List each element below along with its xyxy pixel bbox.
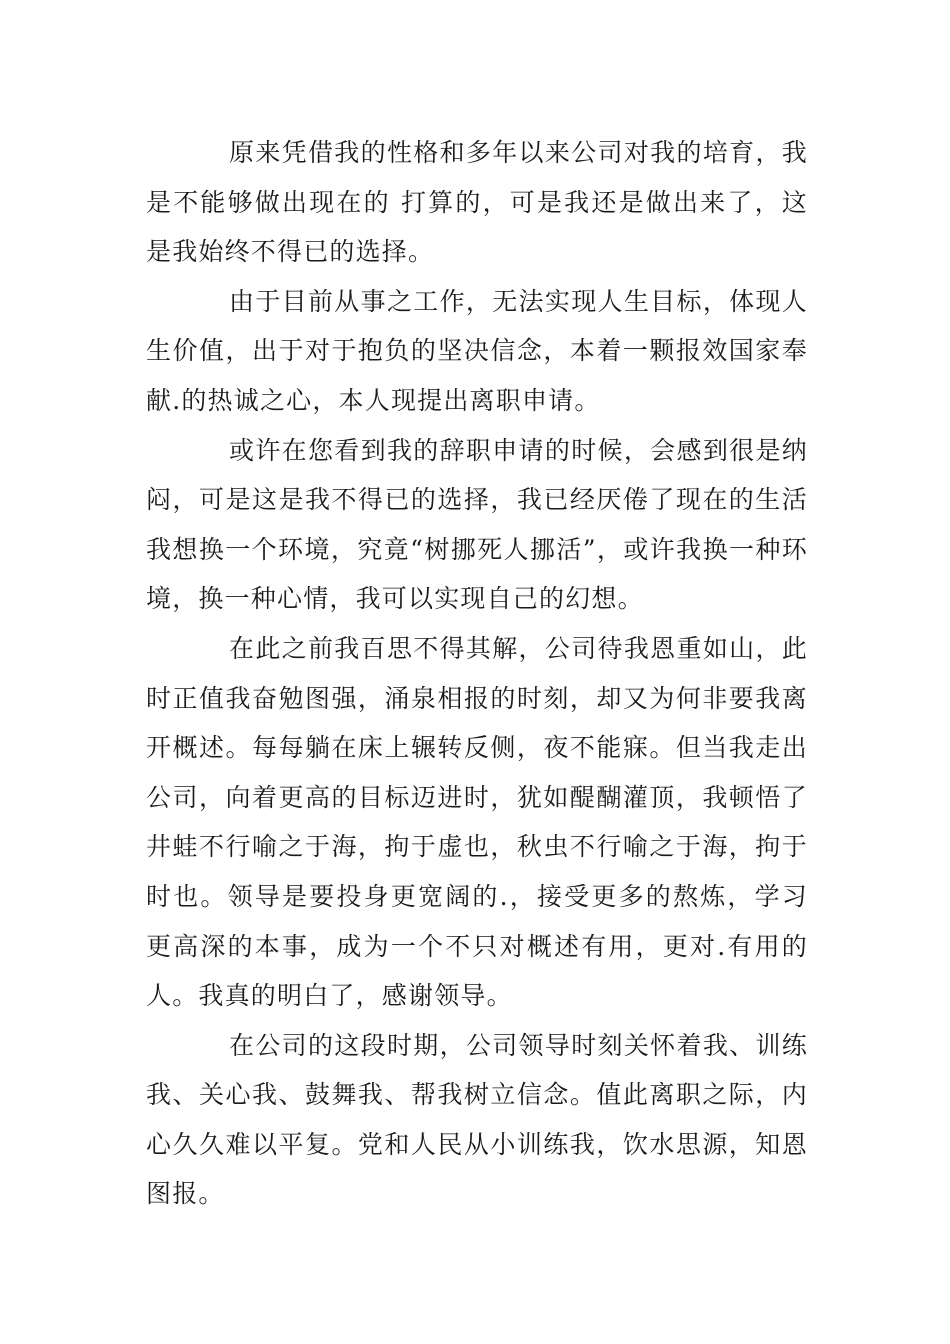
paragraph-3: 或许在您看到我的辞职申请的时候，会感到很是纳闷，可是这是我不得已的选择，我已经厌倦了现在的生活我想换一个环境，究竟“树挪死人挪活”，或许我换一种环境，换一种心情，我可以实现自己的幻想。 (146, 435, 808, 614)
paragraph-5: 在公司的这段时期，公司领导时刻关怀着我、训练我、关心我、鼓舞我、帮我树立信念。值此离职之际，内心久久难以平复。党和人民从小训练我，饮水思源，知恩图报。 (146, 1030, 808, 1209)
document-body (146, 128, 808, 1219)
paragraph-4: 在此之前我百思不得其解，公司待我恩重如山，此时正值我奋勉图强，涌泉相报的时刻，却又为何非要我离开概述。每每躺在床上辗转反侧，夜不能寐。但当我走出公司，向着更高的目标迈进时，犹如醍醐灌顶，我顿悟了井蛙不行喻之于海，拘于虚也，秋虫不行喻之于海，拘于时也。领导是要投身更宽阔的.，接受更多的熬炼，学习更高深的本事，成为一个不只对概述有用，更对.有用的人。我真的明白了，感谢领导。 (146, 633, 808, 1011)
paragraph-1: 原来凭借我的性格和多年以来公司对我的培育，我是不能够做出现在的 打算的，可是我还是做出来了，这是我始终不得已的选择。 (146, 138, 808, 267)
paragraph-2: 由于目前从事之工作，无法实现人生目标，体现人生价值，出于对于抱负的坚决信念，本着一颗报效国家奉献.的热诚之心，本人现提出离职申请。 (146, 286, 808, 415)
